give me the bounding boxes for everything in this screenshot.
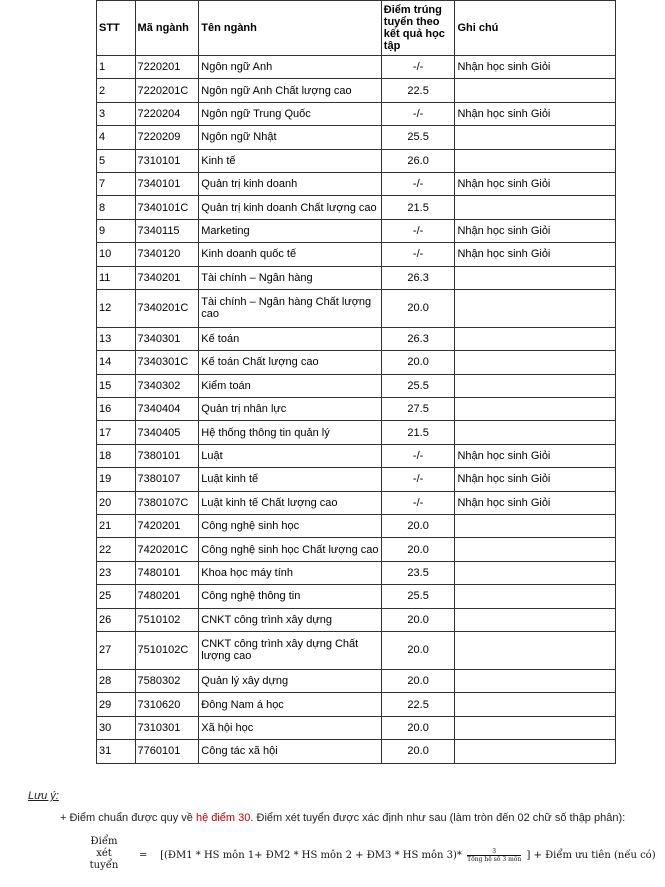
- cell-ma-nganh: 7420201: [135, 515, 199, 538]
- cell-ghi-chu: Nhận học sinh Giỏi: [455, 172, 616, 195]
- cell-ten-nganh: Công nghệ sinh học: [199, 515, 382, 538]
- cell-ten-nganh: Luật kinh tế: [199, 468, 382, 491]
- cell-ma-nganh: 7340301: [135, 327, 199, 350]
- cell-stt: 3: [97, 102, 136, 125]
- cell-diem: 25.5: [381, 585, 455, 608]
- cell-ma-nganh: 7380101: [135, 444, 199, 467]
- cell-ghi-chu: [455, 126, 616, 149]
- table-row: [97, 515, 616, 538]
- cell-stt: 27: [97, 631, 136, 669]
- table-row: [97, 669, 616, 692]
- admission-scores-table: [96, 0, 616, 764]
- table-row: [97, 398, 616, 421]
- table-row: [97, 196, 616, 219]
- cell-ma-nganh: 7510102C: [135, 631, 199, 669]
- cell-stt: 26: [97, 608, 136, 631]
- table-row: [97, 693, 616, 716]
- formula-fraction: [467, 848, 521, 863]
- cell-diem: 20.0: [381, 631, 455, 669]
- cell-ten-nganh: Tài chính – Ngân hàng: [199, 266, 382, 289]
- header-diem-trung-tuyen: Điểm trúng tuyển theo kết quả học tập: [381, 1, 455, 56]
- formula-tail: ] + Điểm ưu tiên (nếu có): [526, 850, 656, 861]
- table-body: [97, 56, 616, 764]
- cell-stt: 30: [97, 716, 136, 739]
- table-row: [97, 608, 616, 631]
- cell-stt: 14: [97, 351, 136, 374]
- cell-ghi-chu: [455, 538, 616, 561]
- cell-ma-nganh: 7340101: [135, 172, 199, 195]
- note-heading: Lưu ý:: [28, 790, 59, 802]
- cell-diem: 20.0: [381, 289, 455, 327]
- table-row: [97, 266, 616, 289]
- table-row: [97, 243, 616, 266]
- cell-diem: -/-: [381, 56, 455, 79]
- cell-stt: 21: [97, 515, 136, 538]
- cell-ma-nganh: 7760101: [135, 740, 199, 763]
- cell-ma-nganh: 7510102: [135, 608, 199, 631]
- cell-ma-nganh: 7310620: [135, 693, 199, 716]
- table-row: [97, 740, 616, 763]
- cell-ghi-chu: [455, 740, 616, 763]
- cell-ten-nganh: Ngôn ngữ Nhật: [199, 126, 382, 149]
- cell-ma-nganh: 7380107: [135, 468, 199, 491]
- cell-ten-nganh: Ngôn ngữ Anh Chất lượng cao: [199, 79, 382, 102]
- table-row: [97, 102, 616, 125]
- cell-ten-nganh: Quản lý xây dựng: [199, 669, 382, 692]
- cell-ghi-chu: Nhận học sinh Giỏi: [455, 491, 616, 514]
- cell-stt: 4: [97, 126, 136, 149]
- cell-ma-nganh: 7380107C: [135, 491, 199, 514]
- cell-ma-nganh: 7340101C: [135, 196, 199, 219]
- formula-fraction-denominator: Tổng hệ số 3 môn: [467, 856, 522, 863]
- cell-ghi-chu: [455, 79, 616, 102]
- formula-equals: =: [139, 850, 148, 861]
- cell-ghi-chu: [455, 631, 616, 669]
- cell-ghi-chu: [455, 149, 616, 172]
- cell-ma-nganh: 7480201: [135, 585, 199, 608]
- cell-ghi-chu: [455, 374, 616, 397]
- cell-ten-nganh: Kinh tế: [199, 149, 382, 172]
- table-row: [97, 79, 616, 102]
- cell-ten-nganh: CNKT công trình xây dựng Chất lượng cao: [199, 631, 382, 669]
- cell-diem: 20.0: [381, 515, 455, 538]
- formula-rhs: [139, 848, 656, 863]
- cell-diem: 26.3: [381, 327, 455, 350]
- cell-ten-nganh: Marketing: [199, 219, 382, 242]
- cell-stt: 1: [97, 56, 136, 79]
- cell-diem: -/-: [381, 172, 455, 195]
- cell-ten-nganh: Công tác xã hội: [199, 740, 382, 763]
- cell-ten-nganh: Ngôn ngữ Anh: [199, 56, 382, 79]
- cell-ma-nganh: 7340201: [135, 266, 199, 289]
- cell-ghi-chu: Nhận học sinh Giỏi: [455, 444, 616, 467]
- table-row: [97, 351, 616, 374]
- cell-ma-nganh: 7220201: [135, 56, 199, 79]
- cell-ghi-chu: [455, 327, 616, 350]
- cell-ghi-chu: Nhận học sinh Giỏi: [455, 243, 616, 266]
- table-row: [97, 716, 616, 739]
- table-row: [97, 561, 616, 584]
- header-ghi-chu: Ghi chú: [455, 1, 616, 56]
- cell-stt: 28: [97, 669, 136, 692]
- table-row: [97, 126, 616, 149]
- cell-diem: 25.5: [381, 374, 455, 397]
- cell-ma-nganh: 7340405: [135, 421, 199, 444]
- cell-ma-nganh: 7220204: [135, 102, 199, 125]
- cell-ghi-chu: [455, 716, 616, 739]
- cell-ten-nganh: Kế toán: [199, 327, 382, 350]
- cell-diem: -/-: [381, 491, 455, 514]
- cell-stt: 16: [97, 398, 136, 421]
- cell-stt: 13: [97, 327, 136, 350]
- cell-stt: 31: [97, 740, 136, 763]
- cell-ma-nganh: 7340301C: [135, 351, 199, 374]
- cell-diem: 20.0: [381, 351, 455, 374]
- cell-diem: 25.5: [381, 126, 455, 149]
- cell-diem: 21.5: [381, 421, 455, 444]
- table-row: [97, 172, 616, 195]
- cell-stt: 2: [97, 79, 136, 102]
- cell-ghi-chu: [455, 421, 616, 444]
- cell-stt: 22: [97, 538, 136, 561]
- cell-diem: 22.5: [381, 79, 455, 102]
- cell-ghi-chu: [455, 398, 616, 421]
- cell-stt: 5: [97, 149, 136, 172]
- cell-ten-nganh: Công nghệ sinh học Chất lượng cao: [199, 538, 382, 561]
- cell-ten-nganh: Quản trị nhân lực: [199, 398, 382, 421]
- cell-ma-nganh: 7310101: [135, 149, 199, 172]
- cell-ma-nganh: 7340201C: [135, 289, 199, 327]
- table-header-row: [97, 1, 616, 56]
- cell-ten-nganh: Khoa học máy tính: [199, 561, 382, 584]
- formula-main: [(ĐM1 * HS môn 1+ ĐM2 * HS môn 2 + ĐM3 * HS môn 3)*: [160, 850, 462, 861]
- cell-stt: 9: [97, 219, 136, 242]
- table-row: [97, 421, 616, 444]
- cell-stt: 29: [97, 693, 136, 716]
- cell-ma-nganh: 7310301: [135, 716, 199, 739]
- cell-diem: -/-: [381, 219, 455, 242]
- cell-stt: 23: [97, 561, 136, 584]
- cell-diem: 20.0: [381, 716, 455, 739]
- cell-ten-nganh: Hệ thống thông tin quản lý: [199, 421, 382, 444]
- cell-ten-nganh: Xã hội học: [199, 716, 382, 739]
- header-ma-nganh: Mã ngành: [135, 1, 199, 56]
- note-point-suffix: . Điểm xét tuyển được xác định như sau (làm tròn đến 02 chữ số thập phân):: [250, 812, 626, 824]
- cell-stt: 7: [97, 172, 136, 195]
- cell-ghi-chu: Nhận học sinh Giỏi: [455, 219, 616, 242]
- cell-diem: 20.0: [381, 608, 455, 631]
- cell-ten-nganh: Kế toán Chất lượng cao: [199, 351, 382, 374]
- cell-diem: -/-: [381, 468, 455, 491]
- cell-ten-nganh: Luật: [199, 444, 382, 467]
- note-point-prefix: + Điểm chuẩn được quy về: [60, 812, 196, 824]
- cell-stt: 19: [97, 468, 136, 491]
- cell-ten-nganh: Ngôn ngữ Trung Quốc: [199, 102, 382, 125]
- table-row: [97, 538, 616, 561]
- cell-stt: 12: [97, 289, 136, 327]
- table-row: [97, 56, 616, 79]
- cell-diem: -/-: [381, 102, 455, 125]
- cell-ghi-chu: [455, 585, 616, 608]
- cell-stt: 11: [97, 266, 136, 289]
- cell-stt: 15: [97, 374, 136, 397]
- table-row: [97, 374, 616, 397]
- cell-ghi-chu: [455, 608, 616, 631]
- cell-stt: 8: [97, 196, 136, 219]
- note-point: [60, 812, 625, 824]
- formula-lhs: Điểm xét tuyển: [89, 836, 119, 871]
- cell-ten-nganh: Công nghệ thông tin: [199, 585, 382, 608]
- cell-ma-nganh: 7480101: [135, 561, 199, 584]
- cell-ghi-chu: Nhận học sinh Giỏi: [455, 102, 616, 125]
- cell-ma-nganh: 7220201C: [135, 79, 199, 102]
- table-row: [97, 327, 616, 350]
- table-row: [97, 444, 616, 467]
- cell-ghi-chu: Nhận học sinh Giỏi: [455, 468, 616, 491]
- cell-ten-nganh: CNKT công trình xây dựng: [199, 608, 382, 631]
- cell-diem: -/-: [381, 243, 455, 266]
- cell-diem: 20.0: [381, 538, 455, 561]
- cell-ma-nganh: 7340120: [135, 243, 199, 266]
- cell-stt: 18: [97, 444, 136, 467]
- cell-diem: 27.5: [381, 398, 455, 421]
- cell-stt: 25: [97, 585, 136, 608]
- cell-ten-nganh: Đông Nam á học: [199, 693, 382, 716]
- table-row: [97, 468, 616, 491]
- cell-diem: 26.0: [381, 149, 455, 172]
- header-stt: STT: [97, 1, 136, 56]
- cell-ghi-chu: [455, 351, 616, 374]
- cell-ma-nganh: 7340115: [135, 219, 199, 242]
- cell-ghi-chu: [455, 196, 616, 219]
- cell-ghi-chu: [455, 289, 616, 327]
- table-row: [97, 585, 616, 608]
- cell-ten-nganh: Quản trị kinh doanh: [199, 172, 382, 195]
- cell-ma-nganh: 7340302: [135, 374, 199, 397]
- cell-diem: 26.3: [381, 266, 455, 289]
- note-point-highlight: hệ điểm 30: [195, 812, 251, 824]
- cell-diem: 22.5: [381, 693, 455, 716]
- cell-ghi-chu: [455, 515, 616, 538]
- cell-ten-nganh: Luật kinh tế Chất lượng cao: [199, 491, 382, 514]
- formula-fraction-numerator: 3: [467, 848, 521, 856]
- cell-ma-nganh: 7580302: [135, 669, 199, 692]
- cell-ghi-chu: [455, 669, 616, 692]
- cell-ghi-chu: [455, 693, 616, 716]
- cell-diem: -/-: [381, 444, 455, 467]
- table-row: [97, 631, 616, 669]
- cell-stt: 10: [97, 243, 136, 266]
- cell-ma-nganh: 7220209: [135, 126, 199, 149]
- table-row: [97, 149, 616, 172]
- cell-ten-nganh: Kiểm toán: [199, 374, 382, 397]
- cell-diem: 20.0: [381, 669, 455, 692]
- cell-ghi-chu: Nhận học sinh Giỏi: [455, 56, 616, 79]
- table-row: [97, 491, 616, 514]
- cell-ma-nganh: 7340404: [135, 398, 199, 421]
- cell-diem: 23.5: [381, 561, 455, 584]
- cell-ghi-chu: [455, 561, 616, 584]
- cell-ten-nganh: Kinh doanh quốc tế: [199, 243, 382, 266]
- cell-ghi-chu: [455, 266, 616, 289]
- table-row: [97, 219, 616, 242]
- cell-ten-nganh: Quản trị kinh doanh Chất lượng cao: [199, 196, 382, 219]
- cell-diem: 21.5: [381, 196, 455, 219]
- header-ten-nganh: Tên ngành: [199, 1, 382, 56]
- cell-ten-nganh: Tài chính – Ngân hàng Chất lượng cao: [199, 289, 382, 327]
- cell-ma-nganh: 7420201C: [135, 538, 199, 561]
- cell-stt: 20: [97, 491, 136, 514]
- cell-stt: 17: [97, 421, 136, 444]
- cell-diem: 20.0: [381, 740, 455, 763]
- table-row: [97, 289, 616, 327]
